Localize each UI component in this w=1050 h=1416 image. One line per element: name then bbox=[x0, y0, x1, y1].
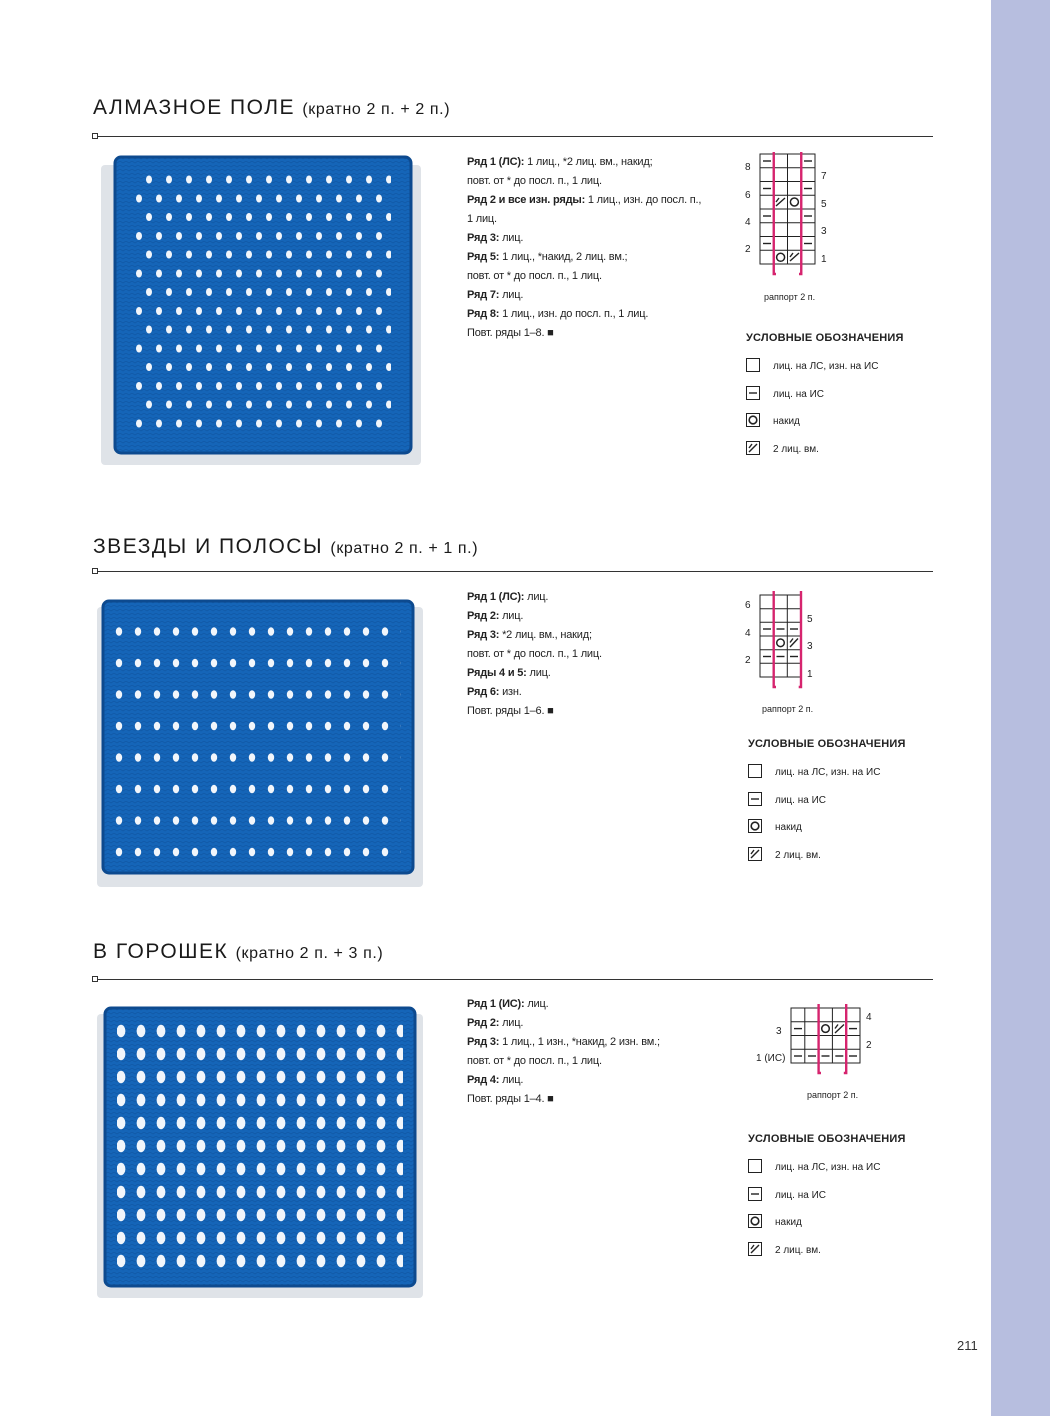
dash-square-icon bbox=[746, 386, 760, 400]
stitch-chart bbox=[738, 152, 838, 312]
chart-row-number: 2 bbox=[745, 244, 751, 255]
section-title: АЛМАЗНОЕ ПОЛЕ (кратно 2 п. + 2 п.) bbox=[93, 96, 451, 119]
legend-item: лиц. на ИС bbox=[748, 792, 906, 820]
blank-square-icon bbox=[746, 358, 760, 372]
yarn-over-icon bbox=[748, 1214, 762, 1228]
instruction-row: Ряд 2: лиц. bbox=[467, 610, 524, 622]
instruction-row: повт. от * до посл. п., 1 лиц. bbox=[467, 1055, 602, 1067]
instruction-row: Повт. ряды 1–8. ■ bbox=[467, 327, 554, 339]
yarn-over-icon bbox=[748, 819, 762, 833]
legend-item: накид bbox=[748, 1214, 906, 1242]
instruction-row: Ряд 8: 1 лиц., изн. до посл. п., 1 лиц. bbox=[467, 308, 649, 320]
legend-item: лиц. на ЛС, изн. на ИС bbox=[748, 764, 906, 792]
instruction-row: Ряд 3: 1 лиц., 1 изн., *накид, 2 изн. вм.; bbox=[467, 1036, 660, 1048]
chart-row-number: 6 bbox=[745, 190, 751, 201]
legend bbox=[748, 1133, 906, 1269]
chart-row-number: 5 bbox=[821, 199, 827, 210]
instruction-row: Ряд 3: лиц. bbox=[467, 232, 524, 244]
legend-title: УСЛОВНЫЕ ОБОЗНАЧЕНИЯ bbox=[748, 738, 906, 750]
chart-row-number: 4 bbox=[745, 217, 751, 228]
dash-square-icon bbox=[748, 1187, 762, 1201]
repeat-label: раппорт 2 п. bbox=[762, 704, 814, 714]
legend-item: лиц. на ЛС, изн. на ИС bbox=[746, 358, 904, 386]
knit-swatch-image bbox=[93, 593, 428, 893]
chart-row-number: 2 bbox=[866, 1040, 872, 1051]
instruction-row: повт. от * до посл. п., 1 лиц. bbox=[467, 648, 602, 660]
chart-row-number: 8 bbox=[745, 162, 751, 173]
k2tog-icon bbox=[748, 1242, 762, 1256]
chart-row-number: 1 (ИС) bbox=[756, 1053, 786, 1064]
section-rule bbox=[93, 571, 933, 572]
k2tog-icon bbox=[746, 441, 760, 455]
k2tog-icon bbox=[748, 847, 762, 861]
chart-row-number: 1 bbox=[807, 669, 813, 680]
legend-item: накид bbox=[746, 413, 904, 441]
knit-swatch-image bbox=[93, 1000, 428, 1300]
instruction-row: Ряд 7: лиц. bbox=[467, 289, 524, 301]
instruction-row: 1 лиц. bbox=[467, 213, 497, 225]
pattern-instructions bbox=[467, 588, 737, 721]
yarn-over-icon bbox=[746, 413, 760, 427]
chart-row-number: 4 bbox=[745, 628, 751, 639]
instruction-row: Ряд 3: *2 лиц. вм., накид; bbox=[467, 629, 592, 641]
legend-item: 2 лиц. вм. bbox=[748, 1242, 906, 1270]
chart-row-number: 2 bbox=[745, 655, 751, 666]
legend-item: 2 лиц. вм. bbox=[748, 847, 906, 875]
instruction-row: Ряд 2: лиц. bbox=[467, 1017, 524, 1029]
chart-row-number: 3 bbox=[776, 1026, 782, 1037]
chart-row-number: 3 bbox=[821, 226, 827, 237]
instruction-row: Ряд 1 (ЛС): 1 лиц., *2 лиц. вм., накид; bbox=[467, 156, 653, 168]
instruction-row: Повт. ряды 1–4. ■ bbox=[467, 1093, 554, 1105]
side-band bbox=[991, 0, 1050, 1416]
section-rule bbox=[93, 979, 933, 980]
chart-row-number: 7 bbox=[821, 171, 827, 182]
legend-item: накид bbox=[748, 819, 906, 847]
pattern-instructions bbox=[467, 995, 737, 1109]
instruction-row: Ряд 1 (ЛС): лиц. bbox=[467, 591, 549, 603]
legend-item: лиц. на ИС bbox=[748, 1187, 906, 1215]
chart-row-number: 5 bbox=[807, 614, 813, 625]
legend-item: 2 лиц. вм. bbox=[746, 441, 904, 469]
legend-item: лиц. на ЛС, изн. на ИС bbox=[748, 1159, 906, 1187]
section-title: В ГОРОШЕК (кратно 2 п. + 3 п.) bbox=[93, 940, 384, 963]
chart-row-number: 6 bbox=[745, 600, 751, 611]
instruction-row: Ряд 2 и все изн. ряды: 1 лиц., изн. до посл. п., bbox=[467, 194, 702, 206]
legend bbox=[748, 738, 906, 874]
stitch-chart bbox=[738, 591, 838, 721]
instruction-row: Ряды 4 и 5: лиц. bbox=[467, 667, 551, 679]
instruction-row: повт. от * до посл. п., 1 лиц. bbox=[467, 270, 602, 282]
blank-square-icon bbox=[748, 764, 762, 778]
pattern-instructions bbox=[467, 153, 737, 343]
rule-marker bbox=[92, 568, 98, 574]
stitch-chart bbox=[748, 1004, 888, 1104]
chart-row-number: 4 bbox=[866, 1012, 872, 1023]
instruction-row: Ряд 5: 1 лиц., *накид, 2 лиц. вм.; bbox=[467, 251, 628, 263]
chart-row-number: 1 bbox=[821, 254, 827, 265]
repeat-label: раппорт 2 п. bbox=[764, 292, 816, 302]
rule-marker bbox=[92, 133, 98, 139]
repeat-label: раппорт 2 п. bbox=[807, 1090, 859, 1100]
instruction-row: Ряд 1 (ИС): лиц. bbox=[467, 998, 549, 1010]
legend bbox=[746, 332, 904, 468]
section-title: ЗВЕЗДЫ И ПОЛОСЫ (кратно 2 п. + 1 п.) bbox=[93, 535, 479, 558]
blank-square-icon bbox=[748, 1159, 762, 1173]
legend-item: лиц. на ИС bbox=[746, 386, 904, 414]
dash-square-icon bbox=[748, 792, 762, 806]
page-number: 211 bbox=[957, 1338, 978, 1353]
instruction-row: Ряд 4: лиц. bbox=[467, 1074, 524, 1086]
section-rule bbox=[93, 136, 933, 137]
instruction-row: повт. от * до посл. п., 1 лиц. bbox=[467, 175, 602, 187]
knit-swatch-image bbox=[93, 153, 428, 488]
chart-row-number: 3 bbox=[807, 641, 813, 652]
instruction-row: Повт. ряды 1–6. ■ bbox=[467, 705, 554, 717]
instruction-row: Ряд 6: изн. bbox=[467, 686, 522, 698]
rule-marker bbox=[92, 976, 98, 982]
legend-title: УСЛОВНЫЕ ОБОЗНАЧЕНИЯ bbox=[748, 1133, 906, 1145]
legend-title: УСЛОВНЫЕ ОБОЗНАЧЕНИЯ bbox=[746, 332, 904, 344]
